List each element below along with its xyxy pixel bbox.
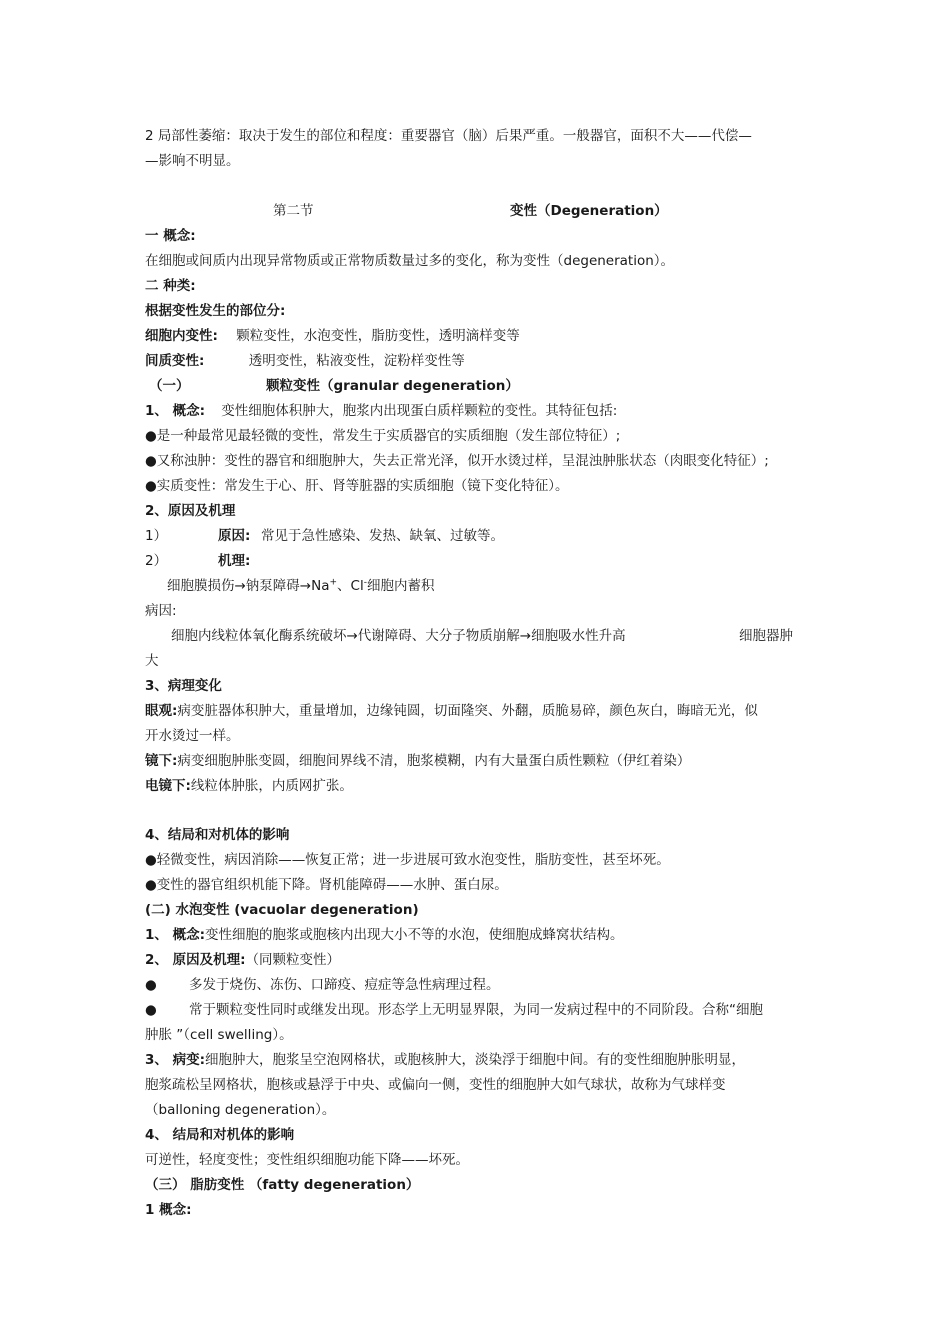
granular-gross-line (145, 699, 810, 724)
granular-em-line (145, 774, 810, 799)
vacuolar-lesion-text: 细胞肿大，胞浆呈空泡网格状，或胞核肿大，淡染浮于细胞中间。有的变性细胞肿胀明显， (205, 1052, 745, 1068)
vacuolar-bullet-2-mark: ● (145, 1002, 157, 1018)
types-by-location: 根据变性发生的部位分: (145, 303, 286, 319)
vacuolar-concept-text: 变性细胞的胞浆或胞核内出现大小不等的水泡，使细胞成蜂窝状结构。 (205, 927, 624, 943)
mech1-part-b: 、Cl (337, 578, 364, 594)
mech1-part-a: 细胞膜损伤→钠泵障碍→Na (167, 578, 330, 594)
vacuolar-bullet-2 (145, 998, 810, 1023)
vacuolar-lesion-label: 3、 病变: (145, 1052, 205, 1068)
atrophy-line-1: 2 局部性萎缩：取决于发生的部位和程度：重要器官（脑）后果严重。一般器官，面积不大——代偿— (145, 128, 752, 144)
section-number: 第二节 (273, 203, 314, 219)
granular-cause2-label: 机理: (218, 553, 251, 569)
granular-concept-line (145, 399, 810, 424)
mech1-part-c: 细胞内蓄积 (366, 578, 435, 594)
granular-micro-text: 病变细胞肿胀变圆，细胞间界线不清，胞浆模糊，内有大量蛋白质性颗粒（伊红着染） (177, 753, 691, 769)
atrophy-line-2: —影响不明显。 (145, 153, 240, 169)
granular-cause1-line (145, 524, 810, 549)
granular-bullet-1: ●是一种最常见最轻微的变性，常发生于实质器官的实质细胞（发生部位特征）; (145, 428, 621, 444)
granular-mechanism-2-end: 细胞器肿 (739, 628, 793, 644)
granular-micro-line (145, 749, 810, 774)
fatty-title: （三） 脂肪变性 （fatty degeneration） (145, 1177, 420, 1193)
intracellular-label: 细胞内变性: (145, 328, 218, 344)
vacuolar-bullet-2-text: 常于颗粒变性同时或继发出现。形态学上无明显界限，为同一发病过程中的不同阶段。合称“细胞 (189, 1002, 763, 1018)
intracellular-line (145, 324, 810, 349)
interstitial-label: 间质变性: (145, 353, 205, 369)
granular-cause1-num: 1） (145, 528, 168, 544)
granular-gross-label: 眼观: (145, 703, 178, 719)
vacuolar-cause-label: 2、 原因及机理: (145, 952, 246, 968)
vacuolar-lesion-line (145, 1048, 810, 1073)
vacuolar-outcome-heading: 4、 结局和对机体的影响 (145, 1127, 295, 1143)
types-heading: 二 种类: (145, 278, 196, 294)
section-title: 变性（Degeneration） (510, 203, 668, 219)
vacuolar-bullet-1-mark: ● (145, 977, 157, 993)
granular-outcome-1: ●轻微变性，病因消除——恢复正常；进一步进展可致水泡变性，脂肪变性，甚至坏死。 (145, 852, 670, 868)
granular-cause2-line (145, 549, 810, 574)
granular-pathology-heading: 3、病理变化 (145, 678, 222, 694)
granular-em-text: 线粒体肿胀，内质网扩张。 (190, 778, 353, 794)
granular-cause-label: 病因: (145, 603, 177, 619)
vacuolar-cause-line (145, 948, 810, 973)
granular-bullet-3: ●实质变性：常发生于心、肝、肾等脏器的实质细胞（镜下变化特征）。 (145, 478, 569, 494)
granular-outcome-2: ●变性的器官组织机能下降。肾机能障碍——水肿、蛋白尿。 (145, 877, 508, 893)
vacuolar-lesion-wrap-1: 胞浆疏松呈网格状，胞核或悬浮于中央、或偏向一侧，变性的细胞肿大如气球状，故称为气球样变 (145, 1077, 726, 1093)
granular-mechanism-2: 细胞内线粒体氧化酶系统破坏→代谢障碍、大分子物质崩解→细胞吸水性升高 (171, 628, 626, 644)
vacuolar-outcome-text: 可逆性，轻度变性；变性组织细胞功能下降——坏死。 (145, 1152, 469, 1168)
mech1-sup-1: + (329, 577, 338, 588)
mech1-sup-2: - (363, 577, 367, 588)
granular-concept-text: 变性细胞体积肿大，胞浆内出现蛋白质样颗粒的变性。其特征包括: (221, 403, 618, 419)
granular-mechanism-2-wrap: 大 (145, 653, 159, 669)
interstitial-line (145, 349, 810, 374)
granular-mechanism-1 (167, 574, 810, 599)
granular-cause2-num: 2） (145, 553, 168, 569)
granular-num: （一） (149, 378, 190, 394)
granular-concept-label: 1、 概念: (145, 403, 205, 419)
granular-title: 颗粒变性（granular degeneration） (266, 378, 519, 394)
granular-gross-wrap: 开水烫过一样。 (145, 728, 240, 744)
granular-cause1-text: 常见于急性感染、发热、缺氧、过敏等。 (261, 528, 504, 544)
vacuolar-bullet-1-text: 多发于烧伤、冻伤、口蹄疫、痘症等急性病理过程。 (189, 977, 500, 993)
granular-bullet-2: ●又称浊肿：变性的器官和细胞肿大，失去正常光泽，似开水烫过样，呈混浊肿胀状态（肉眼变化特征）; (145, 453, 769, 469)
concept-heading: 一 概念: (145, 228, 196, 244)
concept-text: 在细胞或间质内出现异常物质或正常物质数量过多的变化，称为变性（degeneration）。 (145, 253, 675, 269)
granular-em-label: 电镜下: (145, 778, 191, 794)
vacuolar-lesion-wrap-2: （balloning degeneration）。 (145, 1102, 336, 1118)
vacuolar-title: (二) 水泡变性 (vacuolar degeneration) (145, 902, 419, 918)
intracellular-text: 颗粒变性，水泡变性，脂肪变性，透明滴样变等 (236, 328, 520, 344)
granular-cause1-label: 原因: (218, 528, 251, 544)
vacuolar-bullet-1 (145, 973, 810, 998)
granular-cause-heading: 2、原因及机理 (145, 503, 236, 519)
granular-gross-text: 病变脏器体积肿大，重量增加，边缘钝圆，切面隆突、外翻，质脆易碎，颜色灰白，晦暗无光，似 (177, 703, 758, 719)
interstitial-text: 透明变性，粘液变性，淀粉样变性等 (248, 353, 465, 369)
vacuolar-bullet-2-wrap: 肿胀 ”（cell swelling）。 (145, 1027, 293, 1043)
vacuolar-concept-line (145, 923, 810, 948)
granular-outcome-heading: 4、结局和对机体的影响 (145, 827, 290, 843)
vacuolar-cause-text: （同颗粒变性） (245, 952, 340, 968)
fatty-concept-label: 1 概念: (145, 1202, 192, 1218)
granular-micro-label: 镜下: (145, 753, 178, 769)
vacuolar-concept-label: 1、 概念: (145, 927, 205, 943)
